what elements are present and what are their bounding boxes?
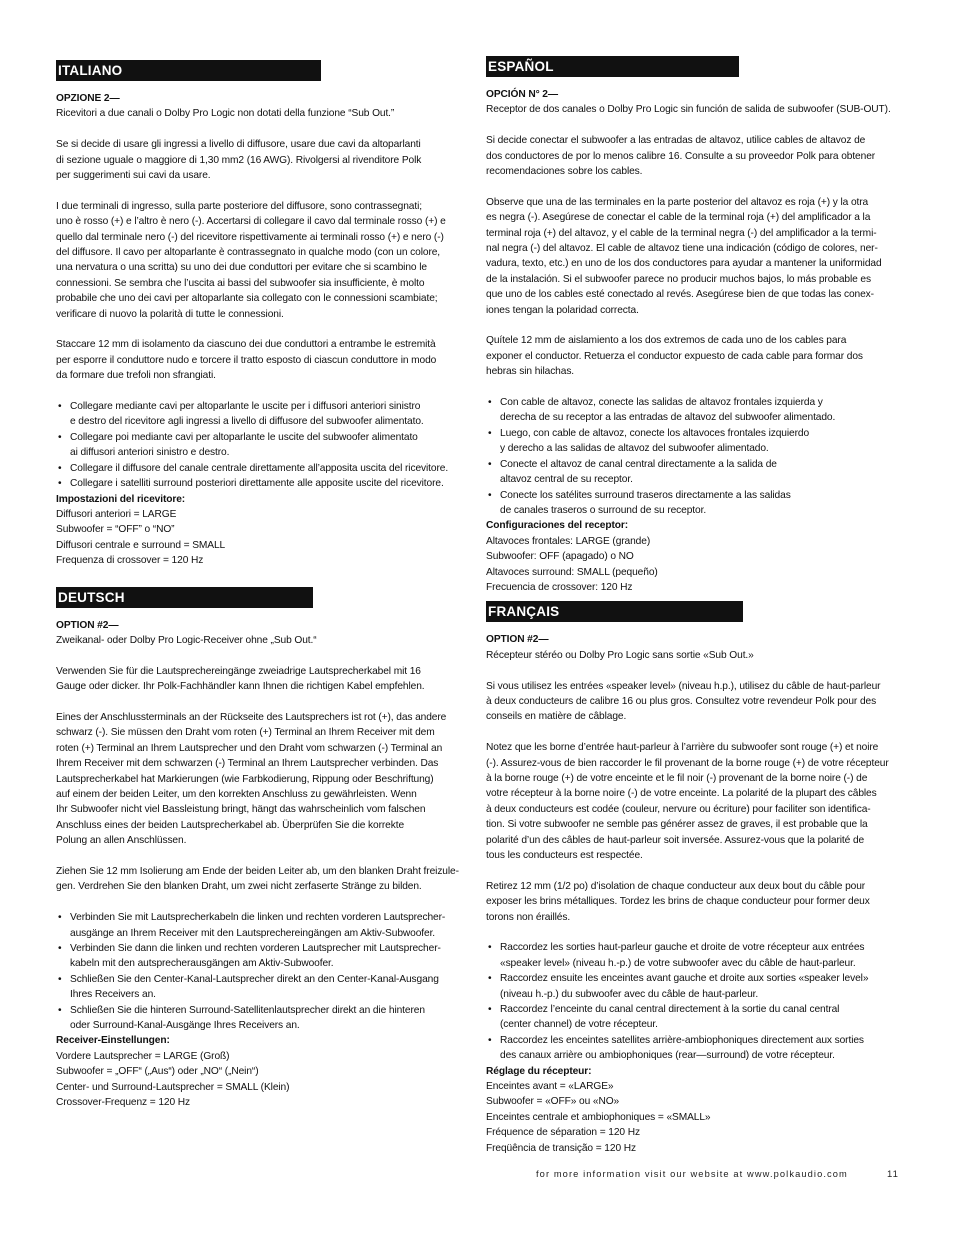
- bullet-text-line: Collegare il diffusore del canale centrale direttamente all’apposita uscita del ricevitore.: [70, 462, 449, 474]
- text-line: votre récepteur à la borne noire (-) de votre enceinte. La polarité de la plupart des câbles: [486, 788, 877, 800]
- text-line: I due terminali di ingresso, sulla parte posteriore del diffusore, sono contrassegnati;: [56, 200, 422, 212]
- paragraph-spacer: [56, 384, 471, 399]
- text-line: Altavoces surround: SMALL (pequeño): [486, 566, 658, 578]
- text-line: à deux conducteurs de calibre 16 ou plus gros. Consultez votre revendeur Polk pour des: [486, 695, 877, 707]
- bullet-text-line: Verbinden Sie dann die linken und rechten vorderen Lautsprecher mit Lautsprecher-: [70, 943, 441, 954]
- text-line: Polung an allen Anschlüssen.: [56, 835, 187, 847]
- bullet-text-line: Collegare poi mediante cavi per altoparlante le uscite del subwoofer alimentato: [70, 431, 418, 443]
- bullet-text-line: e destro del ricevitore agli ingressi a livello di diffusore del subwoofer alimentato.: [70, 416, 424, 428]
- bullet-item: [56, 1003, 471, 1034]
- paragraph: [56, 106, 471, 121]
- text-line: da formare due trefoli non sfrangiati.: [56, 370, 216, 382]
- paragraph-spacer: [56, 322, 471, 337]
- language-section: [56, 587, 471, 1111]
- paragraph-spacer: [486, 663, 901, 678]
- option-dash: —: [547, 89, 558, 100]
- text-line: Frequenza di crossover = 120 Hz: [56, 555, 204, 567]
- bullet-text-line: Raccordez les sorties haut-parleur gauche et droite de votre récepteur aux entrées: [500, 942, 865, 954]
- text-line: Freqüência de transição = 120 Hz: [486, 1142, 636, 1154]
- bullet-text-line: des canaux arrière ou ambiophoniques (rear—surround) de votre récepteur.: [500, 1050, 835, 1062]
- text-line: Ihr Subwoofer nicht viel Bassleistung bringt, hängt das wahrscheinlich vom falschen: [56, 804, 426, 816]
- bullet-dot: •: [488, 427, 492, 439]
- text-line: una nervatura o una scritta) su uno dei due conduttori per evitare che si scambino le: [56, 262, 427, 274]
- paragraph: [486, 333, 901, 379]
- bullet-text-line: ai diffusori anteriori sinistro e destro.: [70, 447, 230, 459]
- paragraph: [486, 102, 901, 117]
- text-line: vadura, texto, etc.) en uno de los dos conductores para ayudar a mantener la uniformidad: [486, 258, 882, 270]
- text-line: (-). Assurez-vous de bien raccorder le fil provenant de la borne rouge (+) de votre récepteur: [486, 757, 889, 769]
- text-line: verificare di nuovo la polarità di tutte le connessioni.: [56, 308, 284, 320]
- paragraph-spacer: [56, 695, 471, 710]
- text-line: uno è rosso (+) e l’altro è nero (-). Accertarsi di collegare il cavo dal terminale rosso (+) e: [56, 216, 446, 228]
- bullet-text-line: (niveau h.-p.) du subwoofer avec du câble de haut-parleur.: [500, 988, 759, 1000]
- text-line: Frecuencia de crossover: 120 Hz: [486, 581, 633, 593]
- bullet-text-line: Luego, con cable de altavoz, conecte los altavoces frontales izquierdo: [500, 427, 810, 439]
- language-section: [486, 56, 901, 595]
- option-dash: —: [109, 93, 120, 104]
- right-column: [486, 56, 901, 1156]
- bullet-text-line: Raccordez ensuite les enceintes avant gauche et droite aux sorties «speaker level»: [500, 973, 869, 985]
- text-line: Quítele 12 mm de aislamiento a los dos extremos de cada uno de los cables para: [486, 335, 847, 347]
- text-line: Ricevitori a due canali o Dolby Pro Logic non dotati della funzione “Sub Out.”: [56, 108, 395, 120]
- text-line: Récepteur stéréo ou Dolby Pro Logic sans sortie «Sub Out.»: [486, 649, 754, 661]
- bullet-dot: •: [488, 973, 492, 985]
- text-line: conseils en matière de câblage.: [486, 711, 627, 723]
- paragraph: [486, 740, 901, 863]
- text-line: polarité d’un des câbles de haut-parleur soit inversée. Assurez-vous que la polarité de: [486, 834, 865, 846]
- bullet-text-line: de canales traseros o surround de su receptor.: [500, 504, 707, 516]
- text-line: Observe que una de las terminales en la parte posterior del altavoz es roja (+) y la otra: [486, 196, 869, 208]
- text-line: Receptor de dos canales o Dolby Pro Logic sin función de salida de subwoofer (SUB-OUT).: [486, 104, 891, 116]
- text-line: Se si decide di usare gli ingressi a livello di diffusore, usare due cavi da altoparlanti: [56, 139, 421, 151]
- paragraph: [486, 195, 901, 318]
- bullet-dot: •: [58, 912, 62, 924]
- text-line: Fréquence de séparation = 120 Hz: [486, 1127, 640, 1139]
- text-line: Vordere Lautsprecher = LARGE (Groß): [56, 1050, 230, 1062]
- bullet-dot: •: [58, 943, 62, 954]
- bullet-text-line: y derecho a las salidas de altavoz del subwoofer alimentado.: [500, 443, 769, 455]
- text-line: Notez que les borne d’entrée haut-parleur à l’arrière du subwoofer sont rouge (+) et noire: [486, 742, 879, 754]
- paragraph: [56, 864, 471, 895]
- text-line: Anschluss eines der beiden Lautsprecherkabel ab. Überprüfen Sie die korrekte: [56, 819, 405, 831]
- text-line: Zweikanal- oder Dolby Pro Logic-Receiver ohne „Sub Out.“: [56, 634, 317, 646]
- paragraph: [486, 133, 901, 179]
- text-line: Subwoofer = “OFF” o “NO”: [56, 524, 175, 536]
- bullet-text-line: Raccordez les enceintes satellites arrière-ambiophoniques directement aux sorties: [500, 1034, 864, 1046]
- paragraph: [486, 648, 901, 663]
- paragraph: [486, 1079, 901, 1156]
- paragraph-spacer: [486, 725, 901, 740]
- paragraph-spacer: [486, 380, 901, 395]
- option-heading: [486, 632, 901, 647]
- bullet-text-line: Verbinden Sie mit Lautsprecherkabeln die linken und rechten vorderen Lautsprecher-: [70, 912, 446, 924]
- text-line: Altavoces frontales: LARGE (grande): [486, 535, 651, 547]
- text-line: Subwoofer = «OFF» ou «NO»: [486, 1096, 620, 1108]
- text-line: exposer les brins métalliques. Tordez les brins de chaque conducteur pour former deux: [486, 896, 870, 908]
- bullet-item: [56, 476, 471, 491]
- text-line: per suggerimenti sui cavi da usare.: [56, 170, 211, 182]
- text-line: Staccare 12 mm di isolamento da ciascuno dei due conduttori a entrambe le estremità: [56, 339, 436, 351]
- paragraph-spacer: [486, 925, 901, 940]
- text-line: Si decide conectar el subwoofer a las entradas de altavoz, utilice cables de altavoz de: [486, 135, 866, 147]
- bullet-item: [486, 457, 901, 488]
- bullet-dot: •: [488, 458, 492, 470]
- text-line: auf einem der beiden Leiter, um den korrekten Anschluss zu gewährleisten. Wenn: [56, 788, 417, 800]
- section-header: ITALIANO: [56, 60, 321, 81]
- bullet-text-line: Conecte el altavoz de canal central directamente a la salida de: [500, 458, 777, 470]
- paragraph: [56, 337, 471, 383]
- bullet-text-line: ausgänge an Ihrem Receiver mit den Lautsprechereingängen am Aktiv-Subwoofer.: [70, 927, 436, 939]
- bullet-text-line: kabeln mit den autsprecherausgängen am Aktiv-Subwoofer.: [70, 958, 334, 970]
- bullet-text-line: «speaker level» (niveau h.-p.) de votre subwoofer avec du câble de haut-parleur.: [500, 957, 856, 969]
- bullet-dot: •: [488, 1034, 492, 1046]
- option-label: OPZIONE 2: [56, 93, 110, 104]
- language-section: [486, 601, 901, 1156]
- bullet-text-line: altavoz central de su receptor.: [500, 474, 633, 486]
- paragraph-spacer: [56, 183, 471, 198]
- bullet-dot: •: [488, 489, 492, 501]
- bullet-text-line: Ihres Receivers an.: [70, 989, 156, 1001]
- paragraph: [56, 664, 471, 695]
- paragraph: [56, 633, 471, 648]
- text-line: terminal roja (+) del altavoz, y el cable de la terminal negra (-) del amplificador a la termi-: [486, 227, 877, 239]
- bullet-text-line: Con cable de altavoz, conecte las salidas de altavoz frontales izquierda y: [500, 397, 823, 409]
- text-line: Diffusori centrale e surround = SMALL: [56, 539, 226, 551]
- bullet-dot: •: [58, 1004, 62, 1016]
- text-line: di sezione uguale o maggiore di 1,30 mm2 (16 AWG). Rivolgersi al rivenditore Polk: [56, 154, 422, 166]
- paragraph: [486, 679, 901, 725]
- bullet-item: [486, 426, 901, 457]
- text-line: roten (+) Terminal an Ihrem Lautsprecher und den Draht vom schwarzen (-) Terminal an: [56, 742, 443, 754]
- text-line: schwarz (-). Sie müssen den Draht vom roten (+) Terminal an Ihrem Receiver mit dem: [56, 727, 435, 739]
- settings-heading: [486, 518, 901, 533]
- bullet-item: [56, 910, 471, 941]
- text-line: à la borne rouge (+) de votre enceinte et le fil noir (-) provenant de la borne noire (-) de: [486, 772, 868, 784]
- page-number: 11: [887, 1169, 899, 1180]
- bullet-item: [56, 430, 471, 461]
- bullet-dot: •: [488, 1004, 492, 1016]
- text-line: Enceintes centrale et ambiophoniques = «SMALL»: [486, 1111, 711, 1123]
- bullet-item: [486, 488, 901, 519]
- text-line: Subwoofer: OFF (apagado) o NO: [486, 551, 634, 563]
- bullet-text-line: Collegare mediante cavi per altoparlante le uscite per i diffusori anteriori sinistro: [70, 401, 421, 413]
- paragraph: [486, 534, 901, 596]
- bullet-dot: •: [58, 431, 62, 443]
- bullet-text-line: Raccordez l’enceinte du canal central directement à la sortie du canal central: [500, 1004, 840, 1016]
- bullet-item: [56, 941, 471, 972]
- section-header: FRANÇAIS: [486, 601, 743, 622]
- option-heading: [56, 618, 471, 633]
- bullet-dot: •: [488, 942, 492, 954]
- paragraph: [56, 507, 471, 569]
- text-line: Configuraciones del receptor:: [486, 520, 629, 532]
- bullet-item: [486, 395, 901, 426]
- text-line: Lautsprecherkabel hat Markierungen (wie Farbkodierung, Rippung oder Beschriftung): [56, 773, 434, 785]
- text-line: exponer el conductor. Retuerza el conductor expuesto de cada cable para formar dos: [486, 350, 863, 362]
- text-line: Impostazioni del ricevitore:: [56, 493, 186, 505]
- bullet-dot: •: [58, 478, 62, 490]
- bullet-dot: •: [58, 401, 62, 413]
- paragraph-spacer: [56, 849, 471, 864]
- text-line: torons non éraillés.: [486, 911, 571, 923]
- settings-heading: [56, 492, 471, 507]
- paragraph-spacer: [486, 179, 901, 194]
- text-line: Verwenden Sie für die Lautsprechereingänge zweiadrige Lautsprecherkabel mit 16: [56, 665, 421, 677]
- text-line: probabile che uno dei cavi per altoparlante sia collegato con le connessioni scambiate;: [56, 293, 438, 305]
- text-line: nal negra (-) del altavoz. El cable de altavoz tiene una indicación (código de colores, ner-: [486, 243, 878, 255]
- paragraph: [56, 137, 471, 183]
- language-section: [56, 60, 471, 569]
- paragraph: [56, 1049, 471, 1111]
- option-heading: [56, 91, 471, 106]
- text-line: gen. Verdrehen Sie den blanken Draht, um zwei nicht zerfaserte Stränge zu bilden.: [56, 881, 422, 893]
- bullet-text-line: oder Surround-Kanal-Ausgänge Ihres Receivers an.: [70, 1020, 300, 1032]
- bullet-item: [486, 940, 901, 971]
- paragraph-spacer: [56, 895, 471, 910]
- text-line: hebras sin hilachas.: [486, 366, 575, 378]
- text-line: Crossover-Frequenz = 120 Hz: [56, 1097, 191, 1109]
- text-line: recomendaciones sobre los cables.: [486, 166, 643, 178]
- text-line: Eines der Anschlussterminals an der Rückseite des Lautsprechers ist rot (+), das andere: [56, 711, 447, 723]
- paragraph: [486, 879, 901, 925]
- text-line: tous les conducteurs est respectée.: [486, 850, 643, 861]
- option-label: OPTION #2: [486, 634, 539, 646]
- text-line: Gauge oder dicker. Ihr Polk-Fachhändler kann Ihnen die richtigen Kabel empfehlen.: [56, 681, 425, 693]
- text-line: Diffusori anteriori = LARGE: [56, 508, 177, 520]
- paragraph: [56, 710, 471, 849]
- bullet-item: [486, 971, 901, 1002]
- bullet-dot: •: [58, 462, 62, 474]
- bullet-text-line: (center channel) de votre récepteur.: [500, 1019, 658, 1031]
- text-line: que uno de los cables esté conectado al revés. Asegúrese bien de que todas las conex-: [486, 289, 874, 301]
- text-line: del diffusore. Il cavo per altoparlante è contrassegnato in qualche modo (con un colore,: [56, 247, 441, 259]
- text-line: connessioni. Se sembra che l’uscita ai bassi del subwoofer sia insufficiente, è molto: [56, 277, 425, 289]
- text-line: tion. Si votre subwoofer ne semble pas générer assez de graves, il est probable que la: [486, 819, 868, 831]
- option-label: OPCIÓN N° 2: [486, 89, 548, 100]
- option-dash: —: [538, 634, 549, 646]
- paragraph-spacer: [56, 122, 471, 137]
- bullet-item: [486, 1002, 901, 1033]
- text-line: Retirez 12 mm (1/2 po) d’isolation de chaque conducteur aux deux bout du câble pour: [486, 880, 866, 892]
- bullet-item: [56, 399, 471, 430]
- bullet-text-line: Collegare i satelliti surround posteriori direttamente alle apposite uscite del ricevitore.: [70, 478, 444, 490]
- paragraph: [56, 199, 471, 322]
- option-dash: —: [108, 619, 119, 631]
- text-line: es negra (-). Asegúrese de conectar el cable de la terminal roja (+) del amplificador a la: [486, 212, 871, 224]
- text-line: Subwoofer = „OFF“ („Aus“) oder „NO“ („Nein“): [56, 1066, 259, 1078]
- paragraph-spacer: [56, 648, 471, 663]
- text-line: Réglage du récepteur:: [486, 1065, 592, 1077]
- section-header: ESPAÑOL: [486, 56, 739, 77]
- bullet-text-line: Schließen Sie den Center-Kanal-Lautsprecher direkt an den Center-Kanal-Ausgang: [70, 973, 439, 985]
- text-line: Ziehen Sie 12 mm Isolierung am Ende der beiden Leiter ab, um den blanken Draht freizule-: [56, 865, 459, 877]
- section-header: DEUTSCH: [56, 587, 313, 608]
- option-heading: [486, 87, 901, 102]
- settings-heading: [486, 1064, 901, 1079]
- text-line: Ihrem Receiver mit dem schwarzen (-) Terminal an Ihrem Lautsprecher verbinden. Das: [56, 758, 439, 770]
- left-column: [56, 60, 471, 1110]
- text-line: Center- und Surround-Lautsprecher = SMALL (Klein): [56, 1081, 290, 1093]
- option-label: OPTION #2: [56, 619, 109, 631]
- bullet-dot: •: [488, 397, 492, 409]
- footer-website-text: for more information visit our website at www.polkaudio.com: [536, 1169, 848, 1179]
- text-line: Receiver-Einstellungen:: [56, 1035, 170, 1047]
- text-line: dos conductores de por lo menos calibre 16. Consulte a su proveedor Polk para obtener: [486, 150, 876, 162]
- paragraph-spacer: [486, 118, 901, 133]
- settings-heading: [56, 1033, 471, 1048]
- bullet-text-line: derecha de su receptor a las entradas de altavoz del subwoofer alimentado.: [500, 412, 836, 424]
- text-line: quello dal terminale nero (-) del ricevitore rispettivamente ai terminali rosso (+) e nero (-): [56, 231, 444, 243]
- bullet-item: [56, 972, 471, 1003]
- paragraph-spacer: [486, 863, 901, 878]
- text-line: iones tengan la polaridad correcta.: [486, 304, 639, 316]
- bullet-dot: •: [58, 973, 62, 985]
- text-line: Enceintes avant = «LARGE»: [486, 1081, 614, 1093]
- bullet-item: [56, 461, 471, 476]
- text-line: Si vous utilisez les entrées «speaker level» (niveau h.p.), utilisez du câble de haut-parleur: [486, 680, 881, 692]
- bullet-text-line: Schließen Sie die hinteren Surround-Satellitenlautsprecher direkt an die hinteren: [70, 1004, 425, 1016]
- text-line: à deux conducteurs est codée (couleur, nervure ou écriture) pour faciliter son identifica-: [486, 803, 871, 815]
- text-line: per esporre il conduttore nudo e torcere il tratto esposto di ciascun conduttore in modo: [56, 354, 437, 366]
- text-line: de la instalación. Si el subwoofer parece no producir muchos bajos, lo más probable es: [486, 273, 871, 285]
- paragraph-spacer: [486, 318, 901, 333]
- bullet-item: [486, 1033, 901, 1064]
- bullet-text-line: Conecte los satélites surround traseros directamente a las salidas: [500, 489, 791, 501]
